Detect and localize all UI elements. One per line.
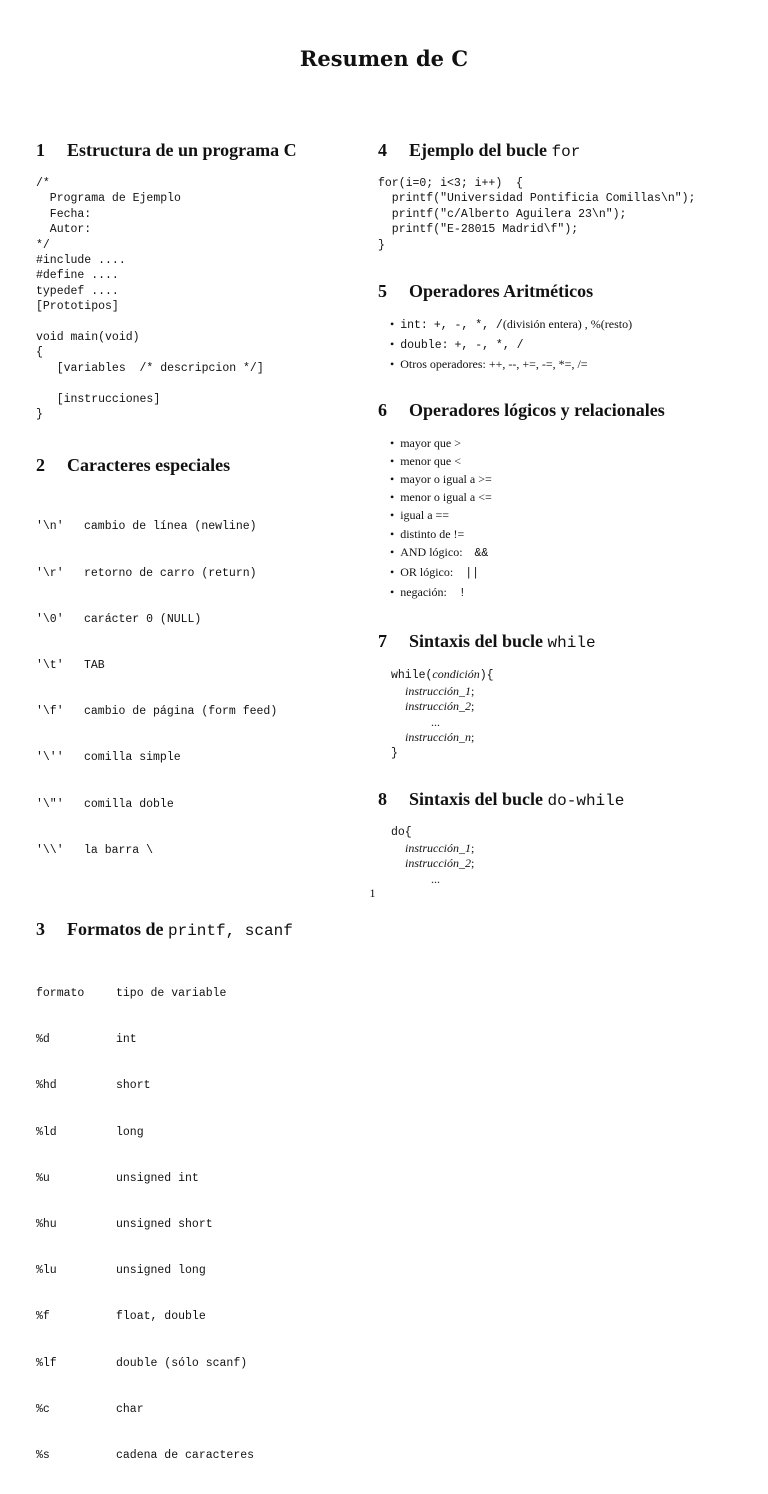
list-item: • menor que < — [390, 452, 738, 470]
table-row: '\'' comilla simple — [36, 751, 181, 765]
page-title: Resumen de C — [299, 46, 469, 71]
list-item: • negación: ! — [390, 583, 738, 603]
section-heading: 4 Ejemplo del bucle for — [378, 140, 581, 161]
section-heading — [378, 279, 738, 303]
section-2 — [36, 453, 356, 890]
section-3 — [36, 917, 356, 1494]
table-row: %c char — [36, 1402, 144, 1416]
section-title: Operadores Aritméticos — [409, 281, 594, 302]
section-1 — [36, 138, 356, 423]
section-number: 3 — [36, 919, 45, 940]
section-heading: 3 Formatos de printf, scanf — [36, 919, 293, 941]
section-heading: 7 Sintaxis del bucle while — [378, 631, 596, 653]
table-row: %f float, double — [36, 1310, 206, 1324]
table-row: '\n' cambio de línea (newline) — [36, 520, 257, 534]
section-number: 6 — [378, 399, 387, 420]
table-row: %s cadena de caracteres — [36, 1449, 255, 1463]
list-item: • igual a == — [390, 506, 738, 524]
list-item: • AND lógico: && — [390, 543, 738, 563]
table-row: %d int — [36, 1033, 137, 1047]
list-item: • int: +, -, *, /(división entera) , %(resto) — [390, 315, 738, 335]
table-row: %lf double (sólo scanf) — [36, 1356, 248, 1370]
section-7 — [378, 629, 738, 761]
program-structure-code: /* Programa de Ejemplo Fecha: Autor: */ #include .... #define .... typedef .... [Prototipos] void main(void) { [variables /* descripcion */] [instrucciones] } — [36, 177, 264, 422]
special-chars-table — [36, 489, 356, 890]
list-item: • mayor o igual a >= — [390, 470, 738, 488]
section-8 — [378, 787, 738, 887]
section-title: Caracteres especiales — [67, 454, 231, 475]
list-item: • Otros operadores: ++, --, +=, -=, *=, /= — [390, 355, 738, 373]
list-item: • distinto de != — [390, 525, 738, 543]
section-number: 7 — [378, 631, 387, 652]
table-row: '\r' retorno de carro (return) — [36, 566, 257, 580]
list-item: • OR lógico: || — [390, 563, 738, 583]
list-item: • menor o igual a <= — [390, 488, 738, 506]
do-while-syntax: do{ instrucción_1; instrucción_2; ... — [391, 826, 475, 886]
section-heading — [378, 398, 738, 422]
section-number: 2 — [36, 454, 45, 475]
table-row: %u unsigned int — [36, 1171, 199, 1185]
table-row: '\f' cambio de página (form feed) — [36, 705, 278, 719]
table-row: '\"' comilla doble — [36, 797, 174, 811]
for-loop-code: for(i=0; i<3; i++) { printf("Universidad Pontificia Comillas\n"); printf("c/Alberto Aguilera 23\n"); printf("E-28015 Madrid\f"); } — [378, 177, 696, 252]
table-row: %hu unsigned short — [36, 1217, 213, 1231]
section-heading — [36, 138, 356, 162]
section-number: 8 — [378, 789, 387, 810]
section-number: 4 — [378, 140, 387, 160]
section-heading: 8 Sintaxis del bucle do-while — [378, 789, 625, 811]
arithmetic-operators-list — [390, 315, 738, 374]
section-title: Estructura de un programa C — [67, 140, 297, 160]
table-row: %hd short — [36, 1079, 151, 1093]
section-number: 5 — [378, 281, 387, 302]
table-row: '\0' carácter 0 (NULL) — [36, 612, 202, 626]
logical-operators-list — [390, 434, 738, 604]
list-item: • double: +, -, *, / — [390, 335, 738, 355]
right-column — [378, 138, 738, 887]
section-heading — [36, 453, 356, 477]
section-6 — [378, 398, 738, 604]
table-row: %lu unsigned long — [36, 1264, 206, 1278]
while-syntax: while(condición){ instrucción_1; instrucción_2; ... instrucción_n; } — [391, 667, 494, 760]
table-row: '\\' la barra \ — [36, 843, 154, 857]
table-row: '\t' TAB — [36, 658, 105, 672]
list-item: • mayor que > — [390, 434, 738, 452]
section-title: Operadores lógicos y relacionales — [409, 399, 665, 420]
section-5 — [378, 279, 738, 374]
section-4 — [378, 138, 738, 253]
format-table — [36, 955, 356, 1494]
table-row: %ld long — [36, 1125, 144, 1139]
left-column — [36, 138, 356, 1494]
section-number: 1 — [36, 140, 45, 160]
table-header: formato tipo de variable — [36, 986, 227, 1000]
page-number: 1 — [369, 886, 376, 900]
